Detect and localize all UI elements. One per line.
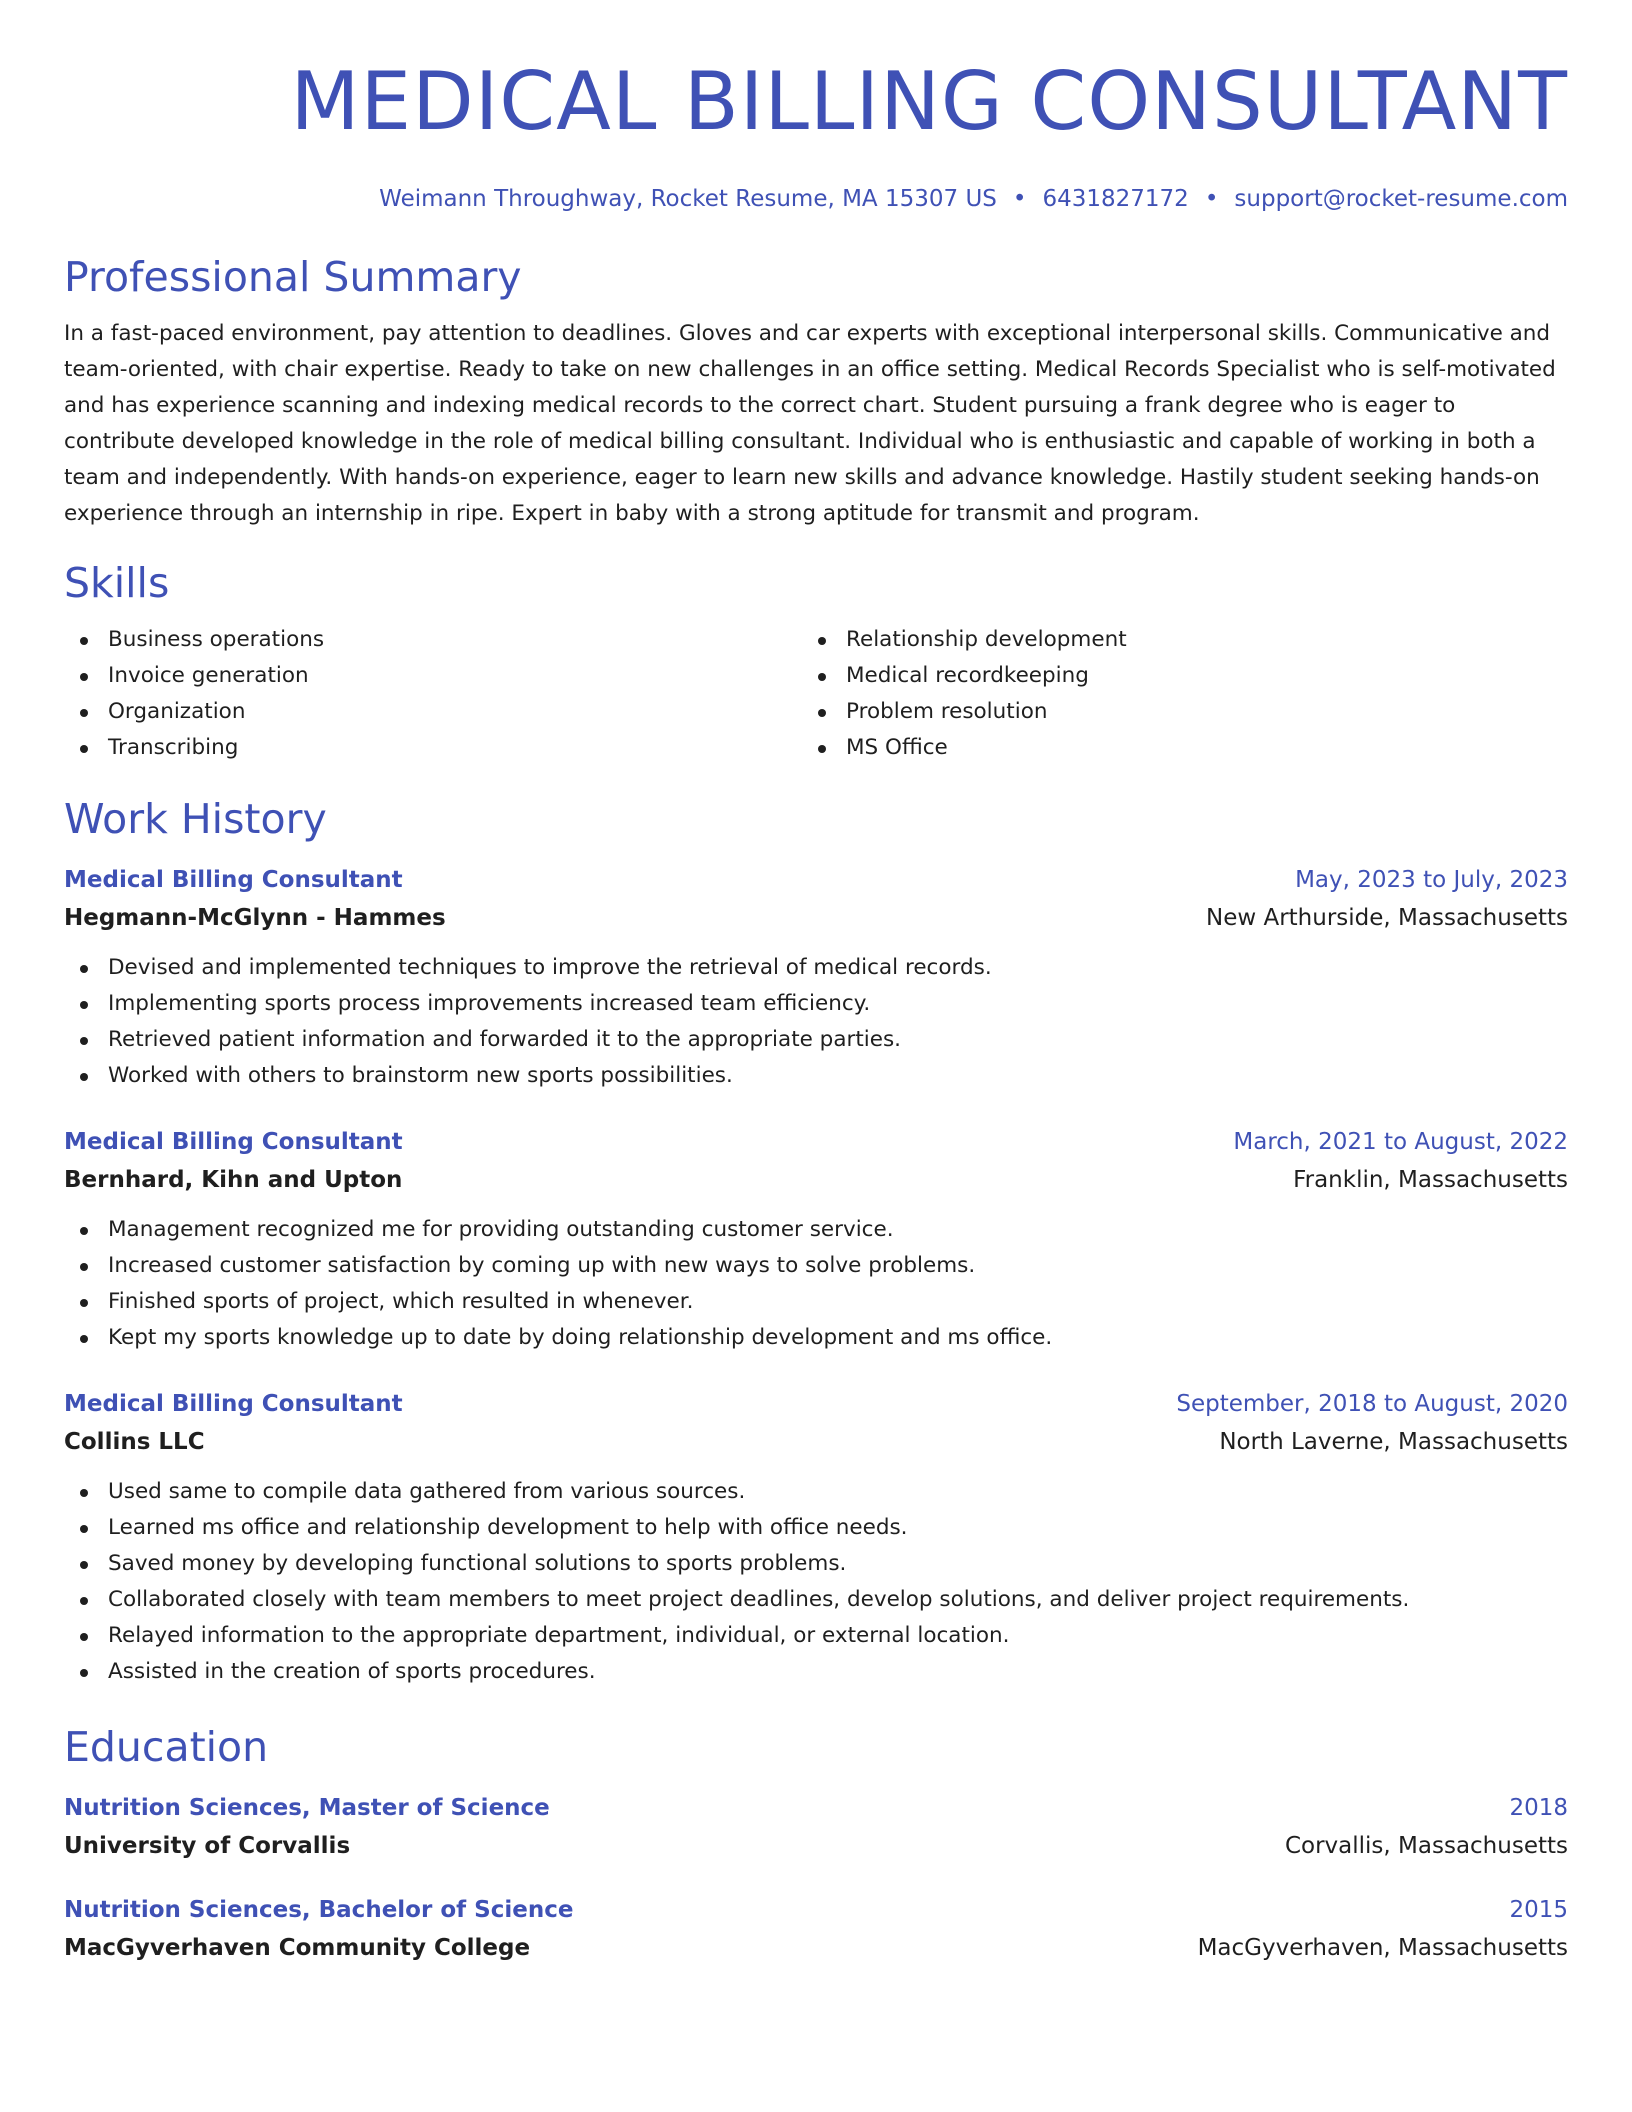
summary-section (64, 252, 1568, 532)
job-entry (64, 1386, 1568, 1690)
job-header-row (64, 862, 1568, 898)
contact-address: Weimann Throughway, Rocket Resume, MA 15307 US (379, 186, 997, 212)
skill-item: Invoice generation (64, 658, 802, 694)
job-bullet: Finished sports of project, which resulted in whenever. (64, 1284, 1568, 1320)
contact-line (64, 184, 1568, 214)
job-title: Medical Billing Consultant (64, 1129, 403, 1155)
job-bullet: Relayed information to the appropriate department, individual, or external location. (64, 1618, 1568, 1654)
job-bullet: Saved money by developing functional solutions to sports problems. (64, 1546, 1568, 1582)
job-bullet: Implementing sports process improvements increased team efficiency. (64, 986, 1568, 1022)
education-year: 2018 (1509, 1795, 1568, 1821)
education-school: University of Corvallis (64, 1833, 351, 1859)
education-heading: Education (64, 1723, 269, 1771)
contact-separator: • (1012, 186, 1027, 212)
education-school-row (64, 1928, 1568, 1968)
job-bullet: Assisted in the creation of sports procedures. (64, 1654, 1568, 1690)
job-company: Collins LLC (64, 1429, 205, 1455)
work-history-heading: Work History (64, 795, 327, 843)
job-bullets (64, 1474, 1568, 1690)
skill-item: Transcribing (64, 730, 802, 766)
resume-title: MEDICAL BILLING CONSULTANT (290, 55, 1568, 148)
job-bullet: Worked with others to brainstorm new sports possibilities. (64, 1058, 1568, 1094)
job-bullets (64, 950, 1568, 1094)
skills-section (64, 558, 1568, 766)
education-year: 2015 (1509, 1897, 1568, 1923)
contact-phone: 6431827172 (1042, 186, 1189, 212)
resume-header (64, 0, 1568, 214)
job-bullet: Kept my sports knowledge up to date by doing relationship development and ms office. (64, 1320, 1568, 1356)
education-entry (64, 1790, 1568, 1866)
job-header-row (64, 1124, 1568, 1160)
skill-item: Problem resolution (802, 694, 1540, 730)
summary-heading: Professional Summary (64, 253, 522, 301)
skill-item: MS Office (802, 730, 1540, 766)
education-header-row (64, 1790, 1568, 1826)
job-bullet: Management recognized me for providing outstanding customer service. (64, 1212, 1568, 1248)
education-header-row (64, 1892, 1568, 1928)
job-bullet: Collaborated closely with team members to meet project deadlines, develop solutions, and deliver project requirements. (64, 1582, 1568, 1618)
contact-separator: • (1204, 186, 1219, 212)
job-bullet: Learned ms office and relationship development to help with office needs. (64, 1510, 1568, 1546)
work-history-section (64, 794, 1568, 1690)
job-entry (64, 862, 1568, 1094)
job-bullet: Used same to compile data gathered from various sources. (64, 1474, 1568, 1510)
job-company-row (64, 898, 1568, 938)
skills-column-right (802, 622, 1540, 766)
education-location: MacGyverhaven, Massachusetts (1197, 1935, 1568, 1961)
job-company: Hegmann-McGlynn - Hammes (64, 905, 446, 931)
education-degree: Nutrition Sciences, Bachelor of Science (64, 1897, 574, 1923)
skills-grid (64, 622, 1568, 766)
job-dates: May, 2023 to July, 2023 (1295, 867, 1568, 893)
education-section (64, 1722, 1568, 1968)
job-title: Medical Billing Consultant (64, 867, 403, 893)
skill-item: Relationship development (802, 622, 1540, 658)
summary-text: In a fast-paced environment, pay attention to deadlines. Gloves and car experts with exceptional interpersonal skills. Communicative and team-oriented, with chair expertise. Ready to take on new challenges in an office setting. Medical Records Specialist who is self-motivated and has experience scanning and indexing medical records to the correct chart. Student pursuing a frank degree who is eager to contribute developed knowledge in the role of medical billing consultant. Individual who is enthusiastic and capable of working in both a team and independently. With hands-on experience, eager to learn new skills and advance knowledge. Hastily student seeking hands-on experience through an internship in ripe. Expert in baby with a strong aptitude for transmit and program. (64, 321, 1556, 526)
skill-item: Medical recordkeeping (802, 658, 1540, 694)
job-dates: September, 2018 to August, 2020 (1176, 1391, 1568, 1417)
job-title: Medical Billing Consultant (64, 1391, 403, 1417)
skill-item: Business operations (64, 622, 802, 658)
contact-email: support@rocket-resume.com (1234, 186, 1568, 212)
skill-item: Organization (64, 694, 802, 730)
job-header-row (64, 1386, 1568, 1422)
job-bullet: Retrieved patient information and forwarded it to the appropriate parties. (64, 1022, 1568, 1058)
job-location: Franklin, Massachusetts (1293, 1167, 1568, 1193)
job-dates: March, 2021 to August, 2022 (1233, 1129, 1568, 1155)
education-school: MacGyverhaven Community College (64, 1935, 531, 1961)
job-company: Bernhard, Kihn and Upton (64, 1167, 403, 1193)
job-entry (64, 1124, 1568, 1356)
job-bullets (64, 1212, 1568, 1356)
job-bullet: Increased customer satisfaction by coming up with new ways to solve problems. (64, 1248, 1568, 1284)
skills-heading: Skills (64, 559, 170, 607)
job-location: North Laverne, Massachusetts (1219, 1429, 1568, 1455)
skills-column-left (64, 622, 802, 766)
job-location: New Arthurside, Massachusetts (1206, 905, 1568, 931)
education-school-row (64, 1826, 1568, 1866)
job-company-row (64, 1160, 1568, 1200)
job-bullet: Devised and implemented techniques to improve the retrieval of medical records. (64, 950, 1568, 986)
education-degree: Nutrition Sciences, Master of Science (64, 1795, 550, 1821)
education-location: Corvallis, Massachusetts (1284, 1833, 1568, 1859)
job-company-row (64, 1422, 1568, 1462)
education-entry (64, 1892, 1568, 1968)
